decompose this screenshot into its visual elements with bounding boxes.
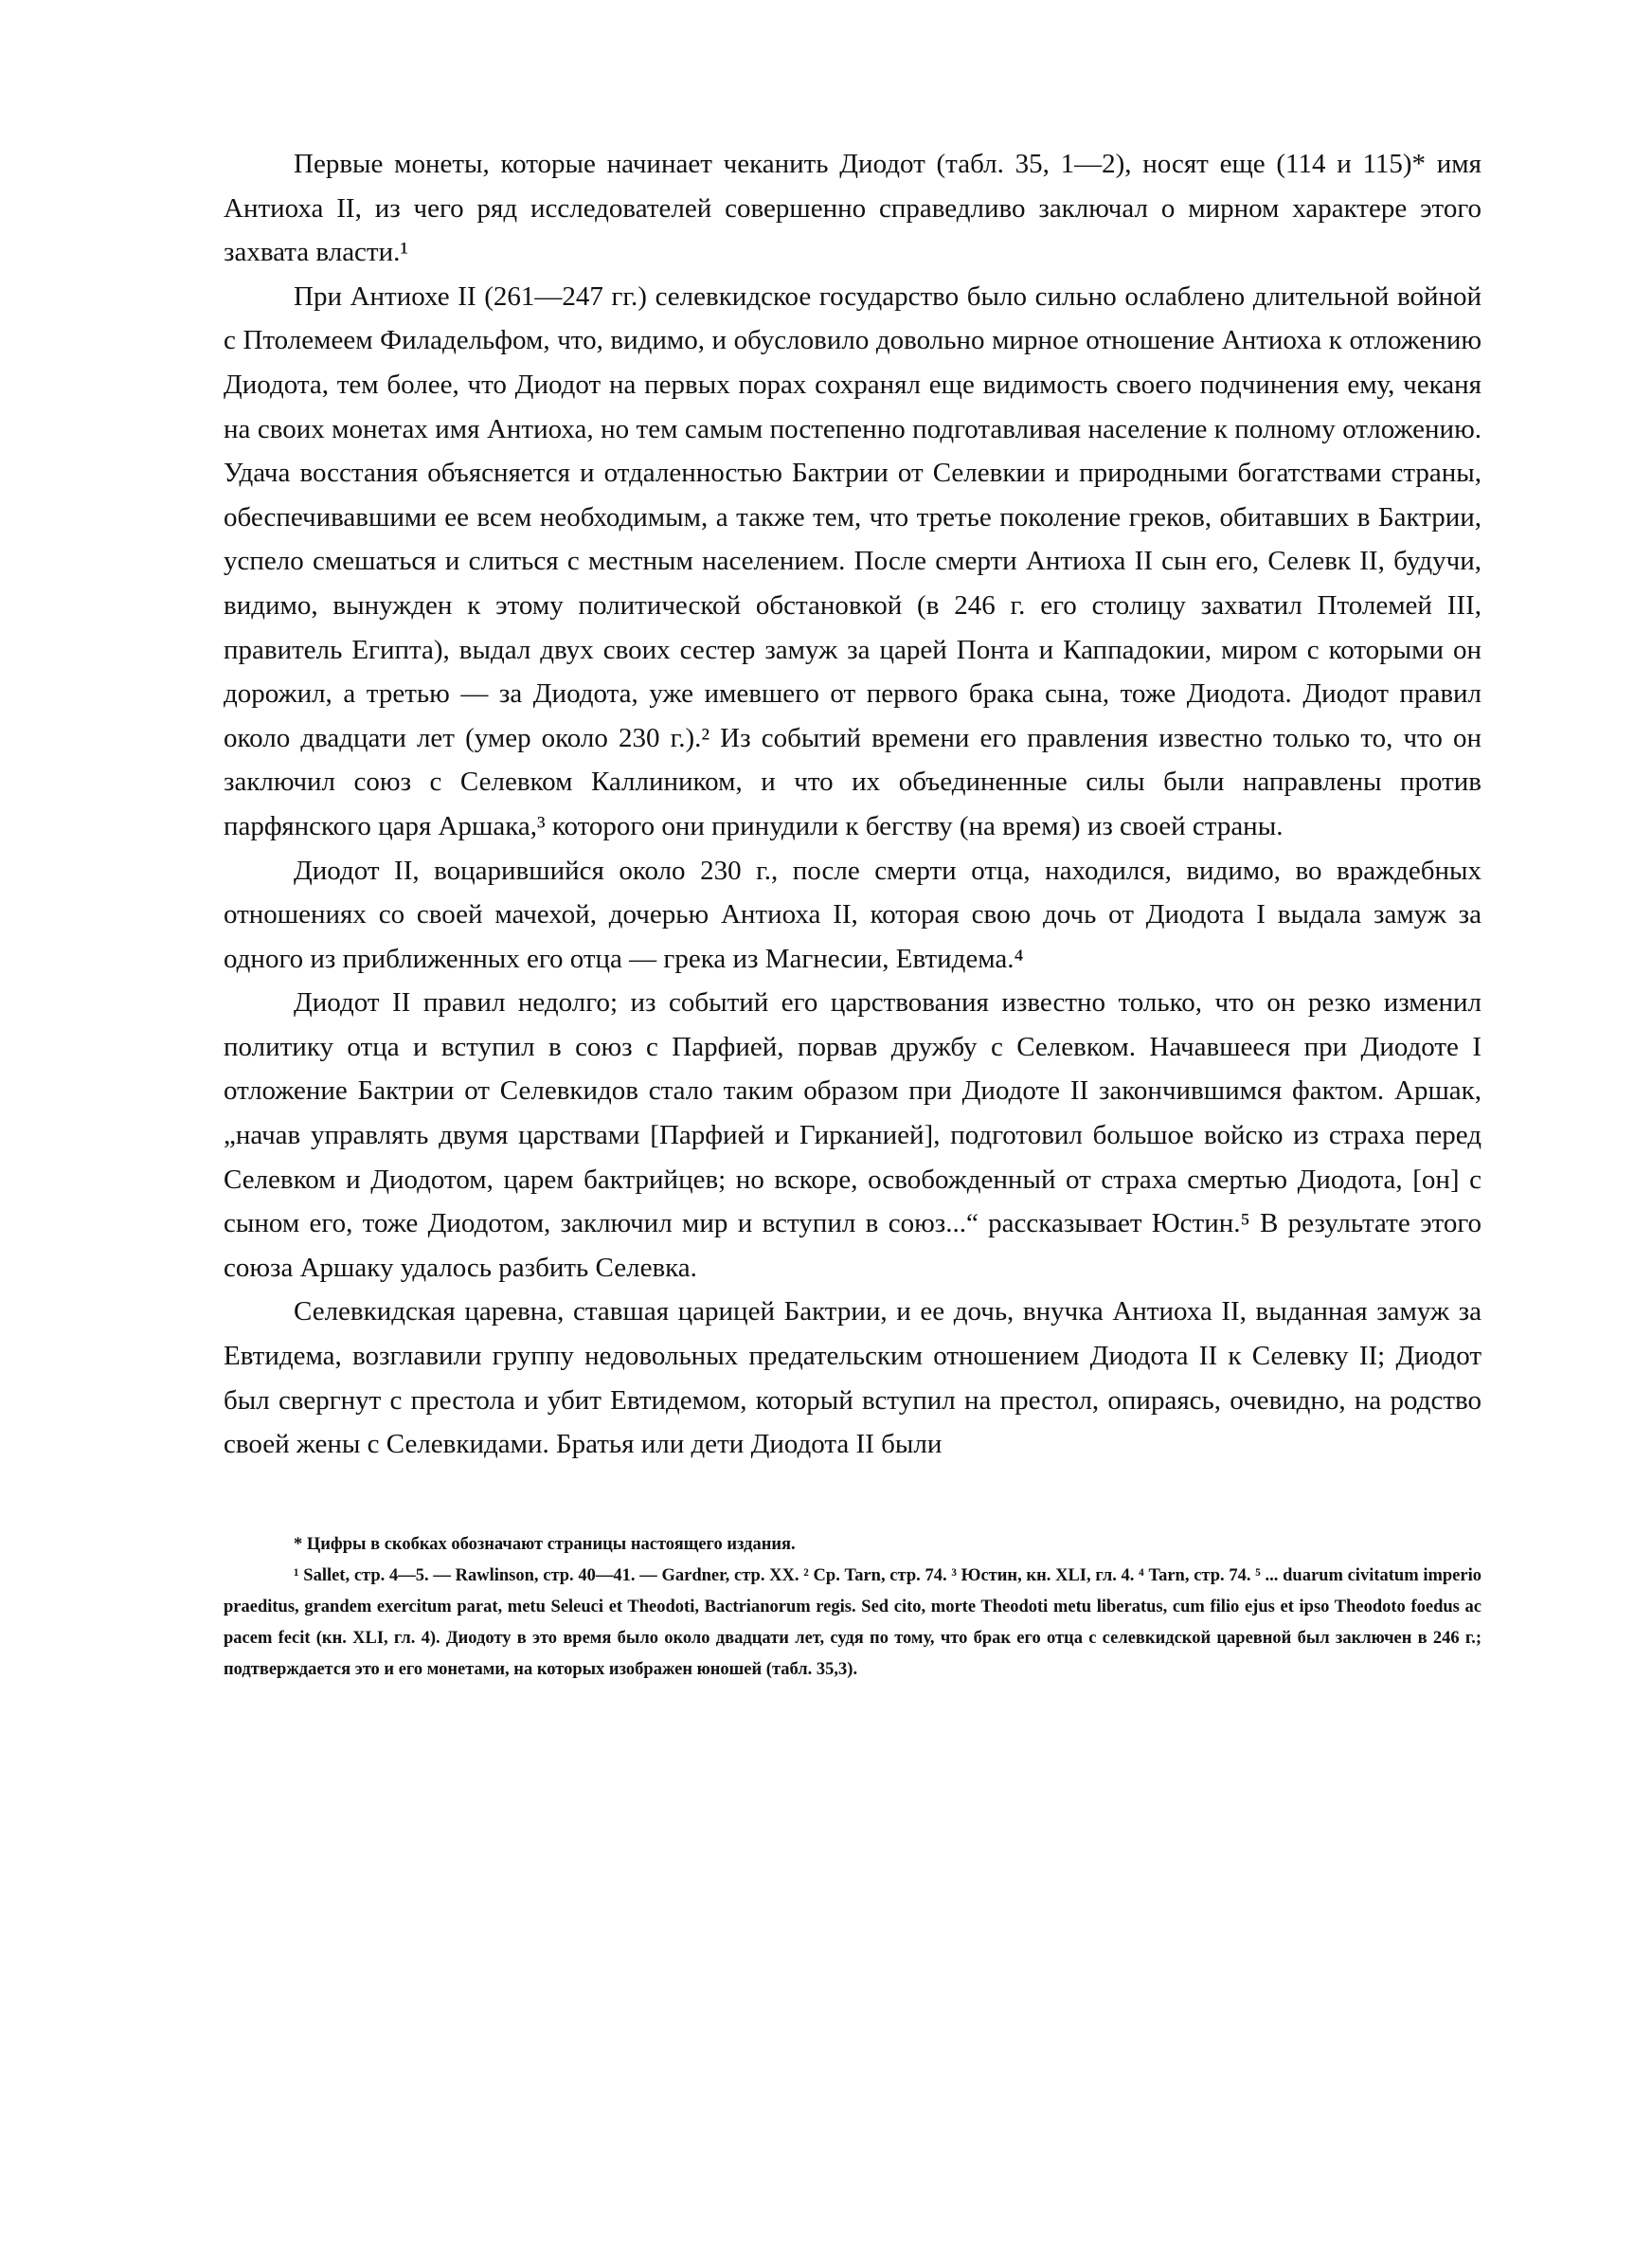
book-page [224, 142, 1481, 1686]
footnote-list: ¹ Sallet, стр. 4—5. — Rawlinson, стр. 40—41. — Gardner, стр. XX. ² Ср. Tarn, стр. 74. ³ Юстин, кн. XLI, гл. 4. ⁴ Tarn, стр. 74. ⁵ ... duarum civitatum imperio praeditus, grandem exercitum parat, metu Seleuci et Theodoti, Bactrianorum regis. Sed cito, morte Theodoti metu liberatus, cum filio ejus et ipso Theodoto foedus ac pacem fecit (кн. XLI, гл. 4). Диодоту в это время было около двадцати лет, судя по тому, что брак его отца с селевкидской царевной был заключен в 246 г.; подтверждается это и его монетами, на которых изображен юношей (табл. 35,3). [224, 1565, 1481, 1679]
paragraph-3: Диодот II, воцарившийся около 230 г., после смерти отца, находился, видимо, во враждебных отношениях со своей мачехой, дочерью Антиоха II, которая свою дочь от Диодота I выдала замуж за одного из приближенных его отца — грека из Магнесии, Евтидема.⁴ [224, 855, 1481, 974]
paragraph-5: Селевкидская царевна, ставшая царицей Бактрии, и ее дочь, внучка Антиоха II, выданная замуж за Евтидема, возглавили группу недовольных предательским отношением Диодота II к Селевку II; Диодот был свергнут с престола и убит Евтидемом, который вступил на престол, опираясь, очевидно, на родство своей жены с Селевкидами. Братья или дети Диодота II были [224, 1296, 1481, 1460]
footnote-asterisk: * Цифры в скобках обозначают страницы настоящего издания. [294, 1534, 796, 1554]
paragraph-2: При Антиохе II (261—247 гг.) селевкидское государство было сильно ослаблено длительной войной с Птолемеем Филадельфом, что, видимо, и обусловило довольно мирное отношение Антиоха к отложению Диодота, тем более, что Диодот на первых порах сохранял еще видимость своего подчинения ему, чеканя на своих монетах имя Антиоха, но тем самым постепенно подготавливая население к полному отложению. Удача восстания объясняется и отдаленностью Бактрии от Селевкии и природными богатствами страны, обеспечивавшими ее всем необходимым, а также тем, что третье поколение греков, обитавших в Бактрии, успело смешаться и слиться с местным населением. После смерти Антиоха II сын его, Селевк II, будучи, видимо, вынужден к этому политической обстановкой (в 246 г. его столицу захватил Птолемей III, правитель Египта), выдал двух своих сестер замуж за царей Понта и Каппадокии, миром с которыми он дорожил, а третью — за Диодота, уже имевшего от первого брака сына, тоже Диодота. Диодот правил около двадцати лет (умер около 230 г.).² Из событий времени его правления известно только то, что он заключил союз с Селевком Каллиником, и что их объединенные силы были направлены против парфянского царя Аршака,³ которого они принудили к бегству (на время) из своей страны. [224, 280, 1481, 841]
footnotes [224, 1529, 1481, 1686]
main-text [224, 142, 1481, 1467]
paragraph-4: Диодот II правил недолго; из событий его царствования известно только, что он резко изменил политику отца и вступил в союз с Парфией, порвав дружбу с Селевком. Начавшееся при Диодоте I отложение Бактрии от Селевкидов стало таким образом при Диодоте II закончившимся фактом. Аршак, „начав управлять двумя царствами [Парфией и Гирканией], подготовил большое войско из страха перед Селевком и Диодотом, царем бактрийцев; но вскоре, освобожденный от страха смертью Диодота, [он] с сыном его, тоже Диодотом, заключил мир и вступил в союз...“ рассказывает Юстин.⁵ В результате этого союза Аршаку удалось разбить Селевка. [224, 987, 1481, 1283]
paragraph-1: Первые монеты, которые начинает чеканить Диодот (табл. 35, 1—2), носят еще (114 и 115)* имя Антиоха II, из чего ряд исследователей совершенно справедливо заключал о мирном характере этого захвата власти.¹ [224, 149, 1481, 268]
